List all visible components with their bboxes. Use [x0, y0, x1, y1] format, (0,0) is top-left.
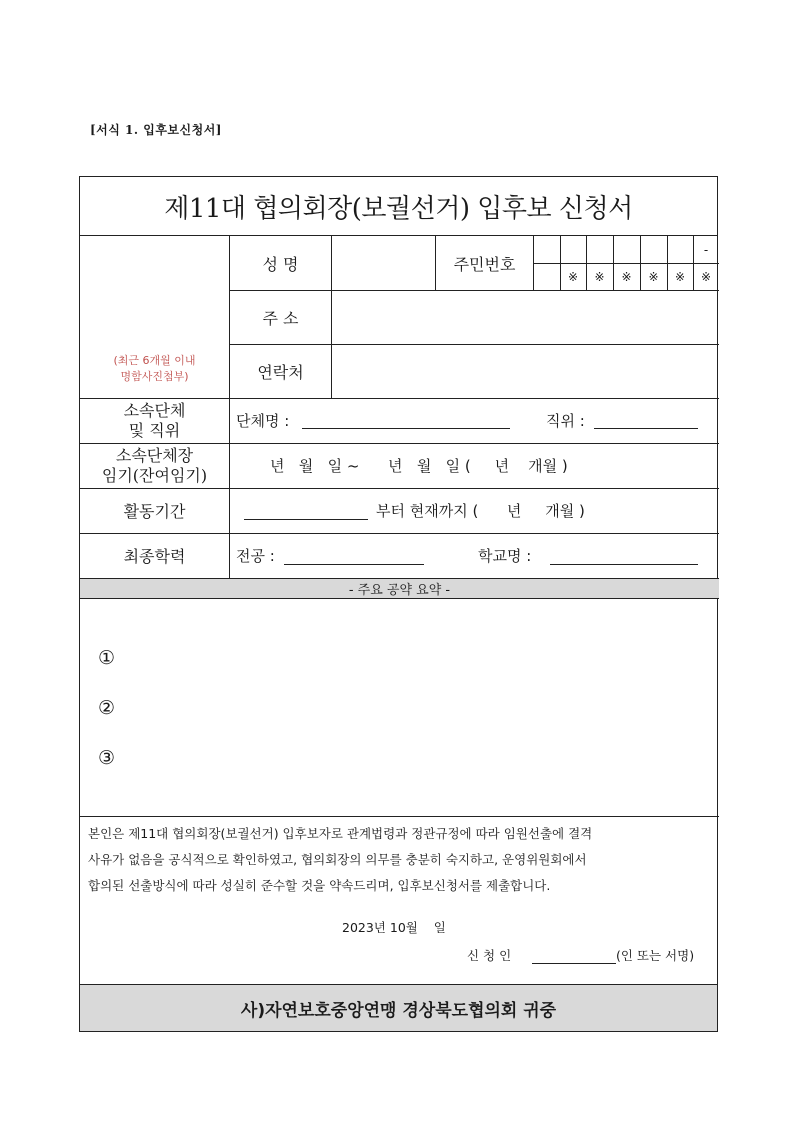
term-label: [80, 443, 229, 488]
resident-mask: ※: [594, 270, 605, 284]
applicant-label: 신 청 인: [467, 948, 512, 963]
pledge-marker-2: ②: [98, 697, 116, 719]
form-label: [서식 1. 입후보신청서]: [90, 123, 222, 137]
applicant-signature-field[interactable]: [532, 963, 616, 964]
address-field[interactable]: [336, 295, 714, 341]
term-label-line: 임기(잔여임기): [101, 465, 208, 485]
activity-start-field[interactable]: [244, 519, 368, 520]
declaration-line: 본인은 제11대 협의회장(보궐선거) 입후보자로 관계법령과 정관규정에 따라 임원선출에 결격: [88, 826, 593, 841]
pledges-field[interactable]: [120, 607, 710, 807]
org-name-label: 단체명 :: [236, 412, 290, 430]
photo-note-line: 명함사진첨부): [120, 370, 189, 383]
term-label-line: 소속단체장: [115, 445, 194, 465]
photo-note-line: (최근 6개월 이내: [113, 354, 196, 367]
recipient-footer: 사)자연보호중앙연맹 경상북도협의회 귀중: [80, 984, 717, 1031]
school-field[interactable]: [550, 564, 698, 565]
application-form: [79, 176, 718, 1032]
education-label: 최종학력: [123, 547, 186, 566]
name-field[interactable]: [336, 239, 431, 287]
photo-placeholder: [80, 353, 229, 385]
position-field[interactable]: [594, 428, 698, 429]
name-label: 성 명: [262, 254, 299, 274]
contact-label: 연락처: [257, 362, 304, 382]
contact-field[interactable]: [336, 349, 714, 395]
activity-period: 부터 현재까지 ( 년 개월 ): [376, 502, 585, 520]
address-label: 주 소: [262, 308, 299, 328]
declaration-line: 사유가 없음을 공식적으로 확인하였고, 협의회장의 의무를 충분히 숙지하고, 운영위원회에서: [88, 852, 587, 867]
pledge-marker-1: ①: [98, 647, 116, 669]
form-title: 제11대 협의회장(보궐선거) 입후보 신청서: [80, 177, 717, 236]
org-name-field[interactable]: [302, 428, 510, 429]
resident-mask: ※: [648, 270, 659, 284]
application-date: 2023년 10월 일: [342, 920, 446, 935]
affiliation-label-line: 소속단체: [123, 400, 186, 420]
resident-mask: ※: [674, 270, 686, 284]
resident-mask: ※: [700, 270, 712, 284]
resident-mask: ※: [567, 270, 579, 284]
school-label: 학교명 :: [478, 547, 532, 565]
affiliation-label: [80, 398, 229, 443]
major-label: 전공 :: [236, 547, 275, 565]
resident-number-label: 주민번호: [453, 254, 516, 274]
applicant-suffix: (인 또는 서명): [616, 948, 695, 963]
activity-label: 활동기간: [123, 502, 186, 521]
resident-mask: ※: [621, 270, 632, 284]
term-field[interactable]: 년 월 일 ~ 년 월 일 ( 년 개월 ): [270, 457, 568, 475]
pledge-marker-3: ③: [98, 747, 116, 769]
position-label: 직위 :: [546, 412, 585, 430]
major-field[interactable]: [284, 564, 424, 565]
declaration-line: 합의된 선출방식에 따라 성실히 준수할 것을 약속드리며, 입후보신청서를 제출합니다.: [88, 878, 551, 893]
declaration: [88, 821, 710, 899]
pledges-header: - 주요 공약 요약 -: [80, 579, 719, 598]
resident-number-dash: -: [703, 242, 709, 257]
affiliation-label-line: 및 직위: [128, 420, 181, 440]
